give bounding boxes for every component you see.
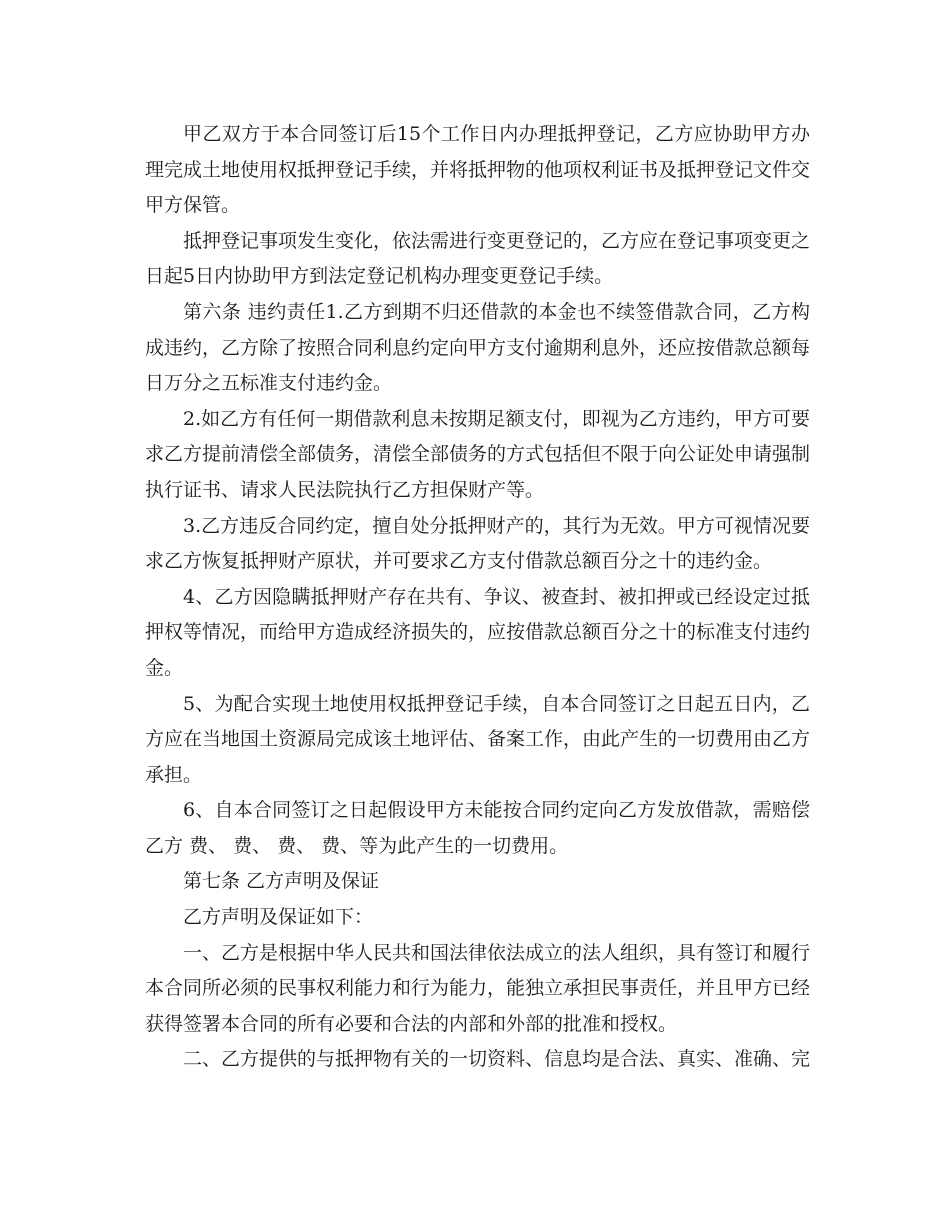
paragraph-article-6-clause-4: 4、乙方因隐瞒抵押财产存在共有、争议、被查封、被扣押或已经设定过抵押权等情况，而给甲方造成经济损失的，应按借款总额百分之十的标准支付违约金。 <box>145 585 811 679</box>
paragraph-article-6-clause-3: 3.乙方违反合同约定，擅自处分抵押财产的，其行为无效。甲方可视情况要求乙方恢复抵押财产原状，并可要求乙方支付借款总额百分之十的违约金。 <box>145 514 810 573</box>
paragraph-declaration-intro: 乙方声明及保证如下： <box>183 906 374 929</box>
contract-body <box>145 117 810 1078</box>
paragraph-declaration-2: 二、乙方提供的与抵押物有关的一切资料、信息均是合法、真实、准确、完 <box>183 1048 811 1071</box>
paragraph-article-6-clause-2: 2.如乙方有任何一期借款利息未按期足额支付，即视为乙方违约，甲方可要求乙方提前清偿全部债务，清偿全部债务的方式包括但不限于向公证处申请强制执行证书、请求人民法院执行乙方担保财产等。 <box>145 407 811 501</box>
paragraph-article-6-clause-6: 6、自本合同签订之日起假设甲方未能按合同约定向乙方发放借款，需赔偿乙方 费、 费、 费、 费、等为此产生的一切费用。 <box>145 799 810 857</box>
paragraph-mortgage-registration: 甲乙双方于本合同签订后15个工作日内办理抵押登记，乙方应协助甲方办理完成土地使用权抵押登记手续，并将抵押物的他项权利证书及抵押登记文件交甲方保管。 <box>145 123 811 217</box>
paragraph-article-6-clause-5: 5、为配合实现土地使用权抵押登记手续，自本合同签订之日起五日内，乙方应在当地国土资源局完成该土地评估、备案工作，由此产生的一切费用由乙方承担。 <box>145 692 811 786</box>
paragraph-article-6-clause-1: 第六条 违约责任1.乙方到期不归还借款的本金也不续签借款合同，乙方构成违约，乙方除了按照合同利息约定向甲方支付逾期利息外，还应按借款总额每日万分之五标准支付违约金。 <box>145 300 811 395</box>
paragraph-declaration-1: 一、乙方是根据中华人民共和国法律依法成立的法人组织，具有签订和履行本合同所必须的民事权利能力和行为能力，能独立承担民事责任，并且甲方已经获得签署本合同的所有必要和合法的内部和外部的批准和授权。 <box>145 941 811 1035</box>
article-7-heading: 第七条 乙方声明及保证 <box>183 870 380 893</box>
paragraph-registration-change: 抵押登记事项发生变化，依法需进行变更登记的，乙方应在登记事项变更之日起5日内协助甲方到法定登记机构办理变更登记手续。 <box>145 229 811 288</box>
